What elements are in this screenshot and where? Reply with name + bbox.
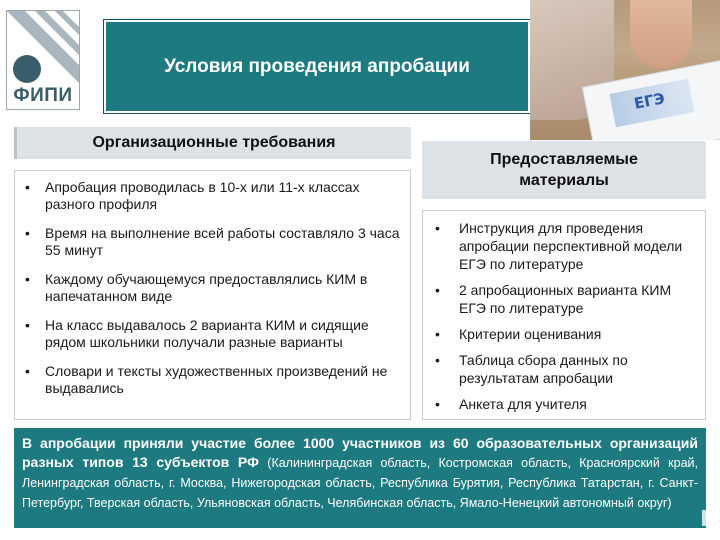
list-item (15, 225, 404, 259)
list-item-text: Каждому обучающемуся предоставлялись КИМ в напечатанном виде (45, 271, 368, 304)
fipi-logo (6, 10, 80, 110)
left-requirements-list (14, 170, 411, 420)
list-item-text: Таблица сбора данных по результатам апробации (459, 352, 628, 386)
photo-booklet-label: ЕГЭ (632, 89, 667, 113)
bullet-icon: • (25, 363, 30, 379)
bullet-icon: • (25, 271, 30, 287)
summary-bold-text: В апробации приняли участие более 1000 участников из 60 образовательных организаций разных типов 13 субъектов РФ (22, 435, 698, 470)
list-item (423, 395, 699, 413)
list-item (423, 325, 699, 343)
list-item (423, 281, 699, 317)
bullet-icon: • (435, 220, 440, 236)
left-section-heading (14, 127, 411, 159)
list-item (423, 219, 699, 273)
title-banner (104, 20, 530, 113)
list-item-text: Критерии оценивания (459, 326, 602, 342)
list-item (15, 317, 404, 351)
photo-arm (630, 0, 692, 68)
list-item-text: 2 апробационных варианта КИМ ЕГЭ по литературе (459, 282, 672, 316)
right-heading-text: Предоставляемые материалы (490, 151, 638, 189)
list-item (15, 179, 404, 213)
right-section-heading (422, 141, 706, 199)
corner-mark (702, 510, 706, 526)
logo-graphic-icon (7, 11, 80, 89)
list-item (15, 271, 404, 305)
list-item-text: На класс выдавалось 2 варианта КИМ и сидящие рядом школьники получали разные варианты (45, 317, 369, 350)
header-photo (530, 0, 720, 140)
bullet-icon: • (435, 352, 440, 368)
participants-summary (14, 428, 706, 528)
list-item-text: Инструкция для проведения апробации перспективной модели ЕГЭ по литературе (459, 220, 683, 272)
bullet-icon: • (435, 396, 440, 412)
bullet-icon: • (25, 179, 30, 195)
bullet-icon: • (25, 225, 30, 241)
list-item-text: Словари и тексты художественных произведений не выдавались (45, 363, 388, 396)
list-item-text: Апробация проводилась в 10-х или 11-х классах разного профиля (45, 179, 360, 212)
bullet-icon: • (435, 326, 440, 342)
logo-text: ФИПИ (13, 85, 73, 106)
bullet-icon: • (25, 317, 30, 333)
list-item (423, 351, 699, 387)
page-title: Условия проведения апробации (164, 55, 470, 77)
summary-regions-text: (Калининградская область, Костромская область, Красноярский край, Ленинградская область, г. Москва, Нижегородская область, Республика Бурятия, Республика Татарстан, г. Санкт-Петербург, Тверская область, Ульяновская область, Челябинская область, Ямало-Ненецкий автономный округ) (22, 456, 698, 510)
right-materials-list (422, 210, 706, 420)
list-item (15, 363, 404, 397)
bullet-icon: • (435, 282, 440, 298)
list-item-text: Анкета для учителя (459, 396, 587, 412)
list-item-text: Время на выполнение всей работы составляло 3 часа 55 минут (45, 225, 400, 258)
left-heading-text: Организационные требования (92, 134, 336, 151)
